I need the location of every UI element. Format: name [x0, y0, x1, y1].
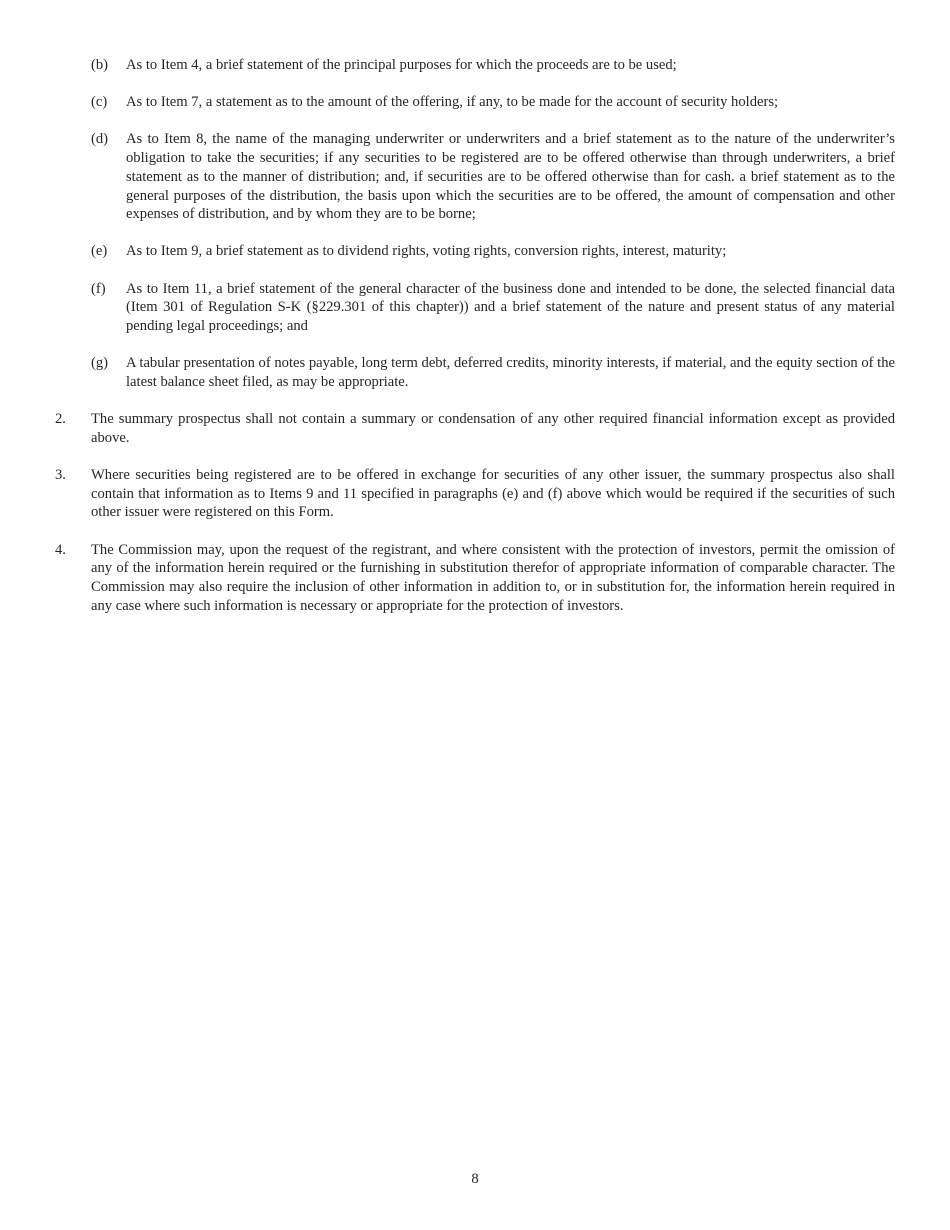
numbered-item-3: [55, 466, 895, 522]
sub-item-label: (d): [91, 131, 109, 148]
sub-item-label: (f): [91, 280, 106, 297]
sub-item-b: [55, 56, 895, 75]
sub-item-f: [55, 280, 895, 336]
sub-item-text: A tabular presentation of notes payable, long term debt, deferred credits, minority interests, if material, and the equity section of the latest balance sheet filed, as may be appropriate.: [126, 355, 895, 390]
sub-item-text: As to Item 11, a brief statement of the general character of the business done and intended to be done, the selected financial data (Item 301 of Regulation S-K (§229.301 of this chapter)) and a brief statement of the nature and present status of any material pending legal proceedings; and: [126, 280, 895, 335]
sub-item-d: [55, 130, 895, 224]
sub-item-text: As to Item 9, a brief statement as to dividend rights, voting rights, conversion rights, interest, maturity;: [126, 243, 727, 260]
numbered-item-label: 3.: [55, 467, 66, 484]
sub-item-label: (b): [91, 57, 109, 73]
page-content: [55, 56, 895, 634]
numbered-item-list: [55, 410, 895, 615]
page-number: 8: [471, 1171, 479, 1187]
sub-item-g: [55, 354, 895, 391]
numbered-item-4: [55, 541, 895, 616]
sub-item-text: As to Item 7, a statement as to the amount of the offering, if any, to be made for the account of security holders;: [126, 94, 779, 111]
sub-item-list: [55, 56, 895, 392]
sub-item-label: (e): [91, 243, 108, 260]
sub-item-e: [55, 242, 895, 261]
sub-item-c: [55, 93, 895, 112]
sub-item-text: As to Item 4, a brief statement of the principal purposes for which the proceeds are to be used;: [126, 57, 677, 73]
sub-item-label: (c): [91, 94, 108, 111]
sub-item-text: As to Item 8, the name of the managing underwriter or underwriters and a brief statement as to the nature of the underwriter’s obligation to take the securities; if any securities to be registered are to be offered otherwise than through underwriters, a brief statement as to the manner of distribution; and, if securities are to be offered otherwise than for cash. a brief statement as to the general purposes of the distribution, the basis upon which the securities are to be offered, the amount of compensation and other expenses of distribution, and by whom they are to be borne;: [126, 131, 895, 223]
numbered-item-label: 4.: [55, 541, 66, 558]
numbered-item-2: [55, 410, 895, 447]
numbered-item-text: Where securities being registered are to be offered in exchange for securities of any other issuer, the summary prospectus also shall contain that information as to Items 9 and 11 specified in paragraphs (e) and (f) above which would be required if the securities of such other issuer were registered on this Form.: [91, 467, 895, 521]
numbered-item-label: 2.: [55, 411, 66, 428]
sub-item-label: (g): [91, 355, 109, 372]
numbered-item-text: The Commission may, upon the request of the registrant, and where consistent with the protection of investors, permit the omission of any of the information herein required or the furnishing in substitution therefor of appropriate information of comparable character. The Commission may also require the inclusion of other information in addition to, or in substitution for, the information herein required in any case where such information is necessary or appropriate for the protection of investors.: [91, 541, 895, 614]
numbered-item-text: The summary prospectus shall not contain a summary or condensation of any other required financial information except as provided above.: [91, 411, 895, 446]
